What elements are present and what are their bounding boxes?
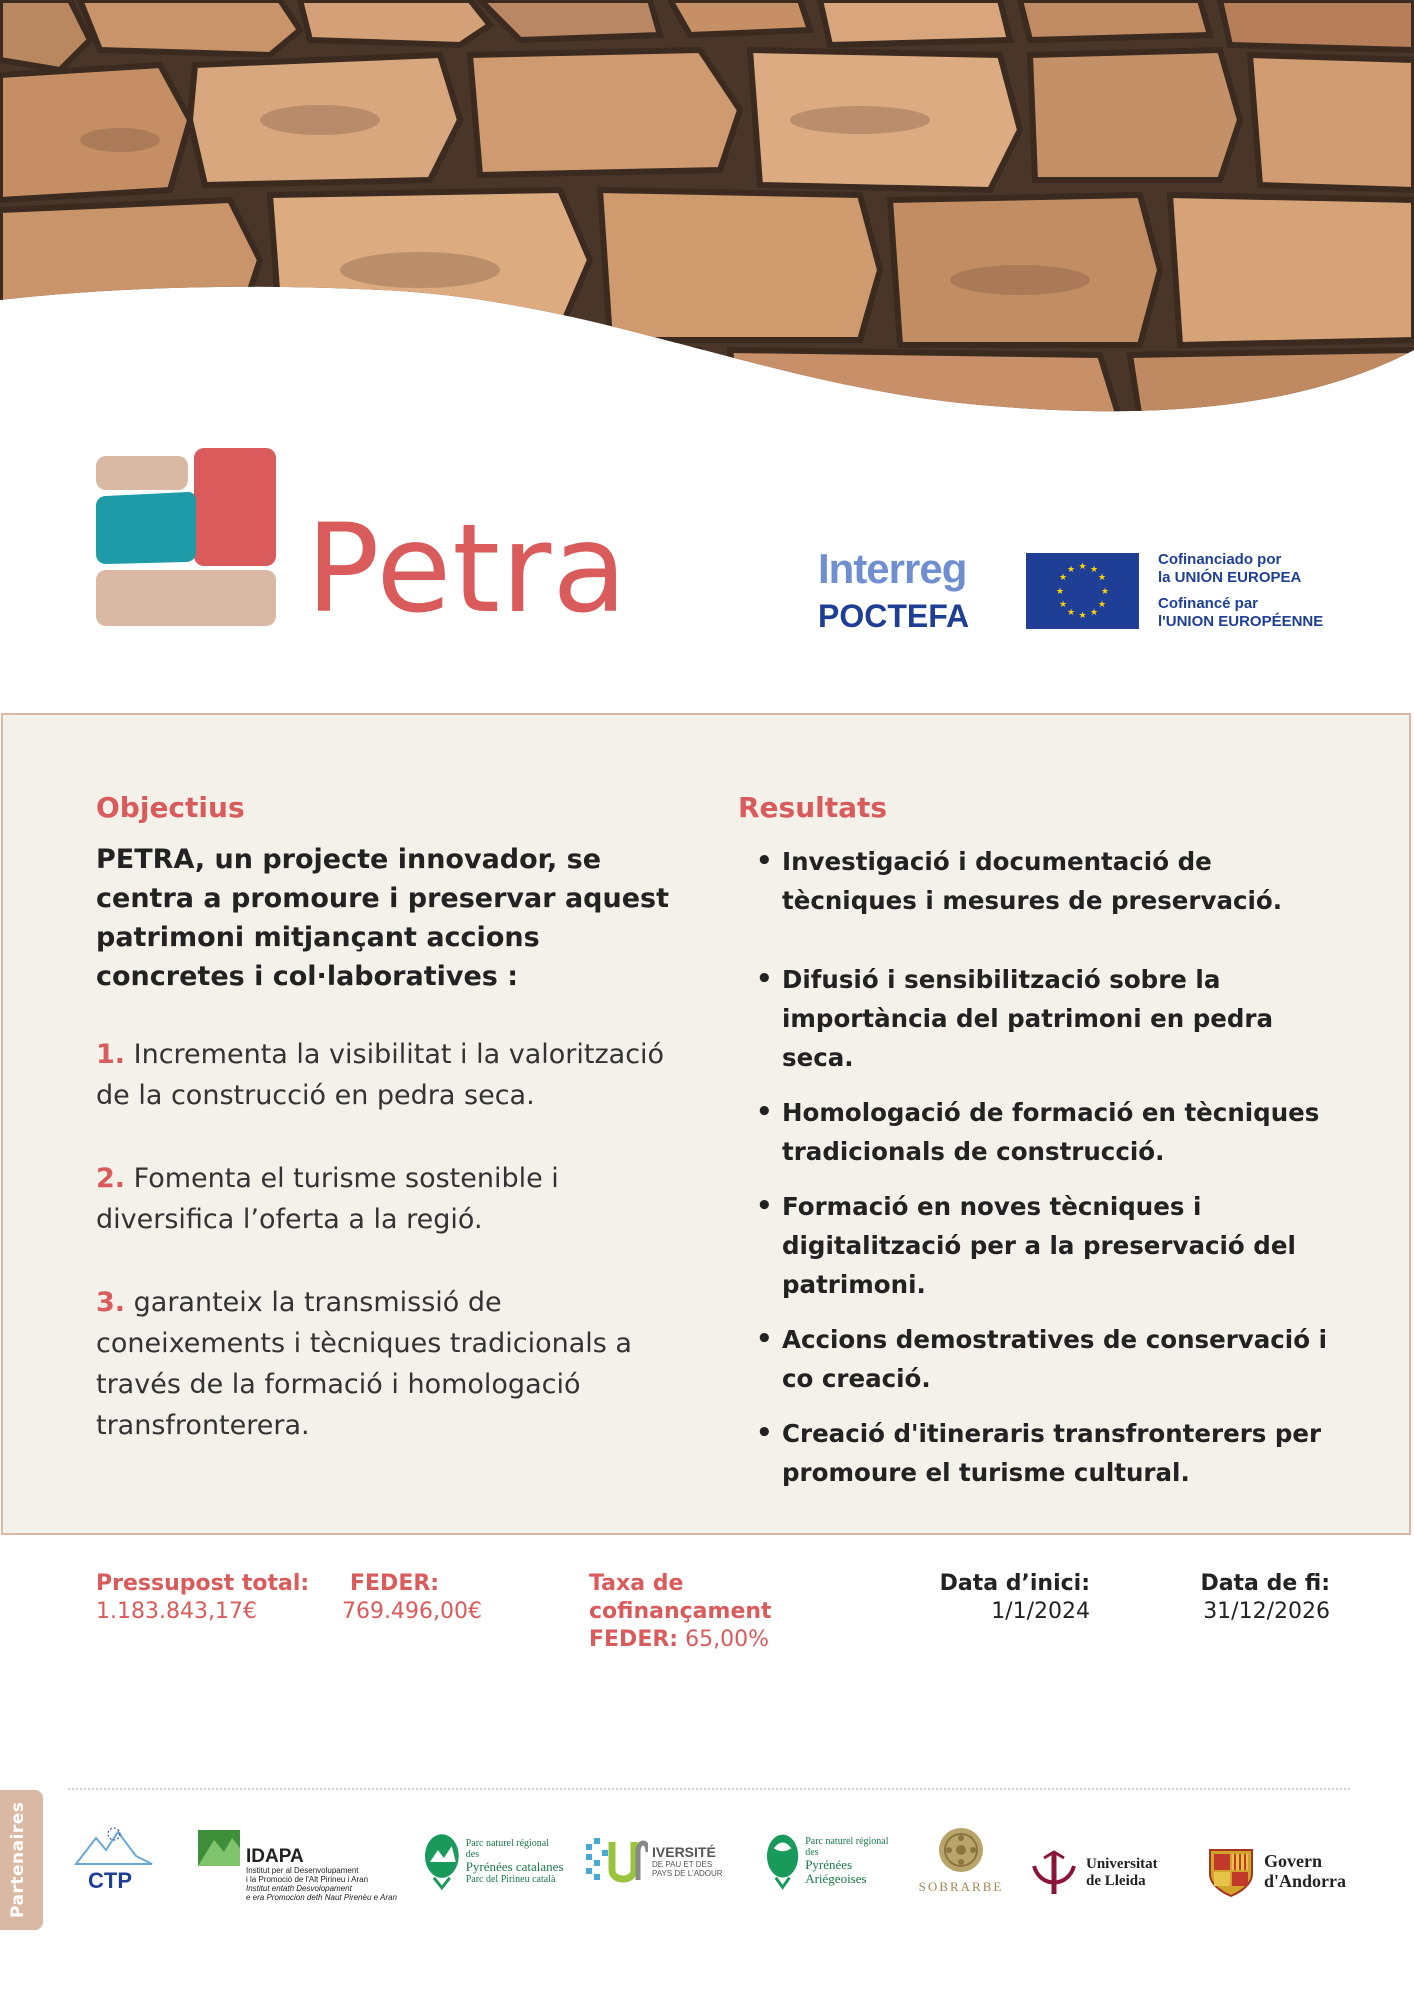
sobrarbe-logo	[916, 1826, 1006, 1896]
svg-text:★: ★	[1066, 608, 1076, 618]
sobrarbe-label: SOBRARBE	[918, 1879, 1004, 1894]
divider	[68, 1788, 1350, 1790]
result-item: • Difusió i sensibilització sobre la importància del patrimoni en pedra seca.	[738, 960, 1328, 1077]
idapa-sub2: i la Promoció de l'Alt Pirineu i Aran	[246, 1875, 369, 1884]
svg-text:★: ★	[1058, 573, 1068, 583]
cofinance-es-line1: Cofinanciado por	[1158, 551, 1282, 568]
idapa-sub1: Institut per al Desenvolupament	[246, 1866, 359, 1875]
rate-label-1: Taxa de	[589, 1571, 684, 1596]
budget-block	[96, 1570, 336, 1626]
objectives-intro: PETRA, un projecte innovador, se centra a promoure i preservar aquest patrimoni mitjançant accions concretes i col·laboratives :	[96, 844, 670, 992]
result-item: • Accions demostratives de conservació i co creació.	[738, 1320, 1328, 1398]
pnr-catalanes-line1: Parc naturel régional des	[465, 1837, 549, 1860]
svg-text:★: ★	[1097, 600, 1107, 610]
svg-text:★: ★	[1055, 587, 1065, 597]
interreg-poctefa-logo	[818, 545, 988, 634]
feder-block	[342, 1570, 502, 1626]
budget-label: Pressupost total:	[96, 1571, 310, 1596]
objective-number: 1.	[96, 1039, 126, 1070]
objective-item	[96, 1034, 676, 1116]
partners-tab	[0, 1790, 43, 1930]
idapa-sub4: e era Promocion deth Naut Pirenèu e Aran	[246, 1893, 397, 1902]
eu-cofinance-text	[1158, 551, 1323, 631]
andorra-line2: d'Andorra	[1264, 1871, 1347, 1891]
svg-text:★: ★	[1058, 600, 1068, 610]
ctp-mountain-icon	[74, 1826, 154, 1866]
udl-logo	[1030, 1838, 1180, 1908]
start-date-block	[900, 1570, 1090, 1626]
svg-text:★: ★	[1100, 587, 1110, 597]
results-heading: Resultats	[738, 791, 888, 824]
svg-text:★: ★	[1078, 562, 1087, 572]
objective-text: Fomenta el turisme sostenible i diversifica l’oferta a la regió.	[96, 1163, 559, 1235]
idapa-title: IDAPA	[246, 1846, 304, 1867]
start-date-value: 1/1/2024	[991, 1599, 1090, 1624]
udl-mark-icon	[1030, 1848, 1078, 1898]
feder-label: FEDER:	[350, 1571, 440, 1596]
uppa-mark-icon	[586, 1834, 648, 1888]
project-title: Petra	[306, 498, 629, 640]
poctefa-label: POCTEFA	[818, 598, 970, 634]
end-date-value: 31/12/2026	[1203, 1599, 1330, 1624]
andorra-coat-of-arms-icon	[1206, 1844, 1256, 1898]
uppa-line1: IVERSITÉ	[652, 1843, 716, 1860]
objective-number: 2.	[96, 1163, 126, 1194]
udl-line2: de Lleida	[1086, 1873, 1146, 1889]
objective-item	[96, 1282, 676, 1446]
cofinance-rate-block	[589, 1570, 809, 1654]
end-date-block	[1150, 1570, 1330, 1626]
uppa-line2: DE PAU ET DES	[652, 1859, 713, 1869]
svg-text:★: ★	[1097, 573, 1107, 583]
result-item: • Creació d'itineraris transfronterers per promoure el turisme cultural.	[738, 1414, 1328, 1492]
objectives-heading: Objectius	[96, 791, 245, 824]
andorra-logo	[1206, 1836, 1354, 1906]
pnr-catalanes-icon	[424, 1832, 460, 1890]
objective-item	[96, 1158, 676, 1240]
ctp-logo	[74, 1826, 154, 1896]
objective-number: 3.	[96, 1287, 126, 1318]
pnr-ariegeoises-line1: Parc naturel régional des	[805, 1836, 889, 1858]
pnr-ariegeoises-logo	[766, 1826, 902, 1896]
idapa-logo	[198, 1826, 398, 1902]
udl-line1: Universitat	[1086, 1856, 1158, 1872]
results-list	[738, 842, 1328, 1492]
svg-text:★: ★	[1089, 565, 1099, 575]
andorra-line1: Govern	[1264, 1851, 1322, 1871]
result-item: • Formació en noves tècniques i digitalització per a la preservació del patrimoni.	[738, 1187, 1328, 1304]
pnr-catalanes-line2: Pyrénées catalanes	[465, 1858, 564, 1874]
cofinance-fr-line2: l'UNION EUROPÉENNE	[1158, 613, 1324, 630]
stone-wall-image	[0, 0, 1414, 420]
pnr-ariegeoises-line2: Pyrénées	[805, 1857, 853, 1872]
objective-text: Incrementa la visibilitat i la valorització de la construcció en pedra seca.	[96, 1039, 665, 1111]
svg-text:★: ★	[1078, 611, 1087, 621]
start-date-label: Data d’inici:	[939, 1571, 1090, 1596]
feder-value: 769.496,00€	[342, 1599, 482, 1624]
idapa-sub3: Institut entath Desvolopament	[246, 1884, 352, 1893]
result-item: • Homologació de formació en tècniques tradicionals de construcció.	[738, 1093, 1328, 1171]
uppa-logo	[586, 1826, 742, 1896]
budget-value: 1.183.843,17€	[96, 1599, 257, 1624]
uppa-line3: PAYS DE L'ADOUR	[652, 1868, 723, 1878]
interreg-label: Interreg	[818, 545, 967, 592]
petra-logo-icon	[96, 448, 276, 628]
ctp-label: CTP	[88, 1868, 132, 1893]
rate-value: 65,00%	[678, 1627, 769, 1652]
objective-text: garanteix la transmissió de coneixements i tècniques tradicionals a través de la formació i homologació transfronterera.	[96, 1287, 632, 1441]
idapa-mark-icon	[198, 1826, 240, 1866]
svg-text:★: ★	[1089, 608, 1099, 618]
objectives-section	[96, 790, 676, 1446]
svg-text:★: ★	[1066, 565, 1076, 575]
pnr-catalanes-logo	[424, 1826, 564, 1896]
result-item: • Investigació i documentació de tècniques i mesures de preservació.	[738, 842, 1328, 920]
partners-label: Partenaires	[8, 1801, 28, 1918]
eu-flag-icon	[1026, 553, 1139, 629]
end-date-label: Data de fi:	[1200, 1571, 1330, 1596]
cofinance-es-line2: la UNIÓN EUROPEA	[1158, 569, 1302, 586]
rate-label-3: FEDER:	[589, 1627, 679, 1652]
cofinance-fr-line1: Cofinancé par	[1158, 595, 1259, 612]
pnr-catalanes-line3: Parc del Pirineu català	[465, 1873, 556, 1885]
rate-label-2: cofinançament	[589, 1599, 772, 1624]
results-section	[738, 790, 1328, 1492]
pnr-ariegeoises-icon	[766, 1832, 799, 1890]
pnr-ariegeoises-line3: Ariégeoises	[805, 1871, 867, 1886]
sobrarbe-emblem-icon	[937, 1826, 985, 1874]
